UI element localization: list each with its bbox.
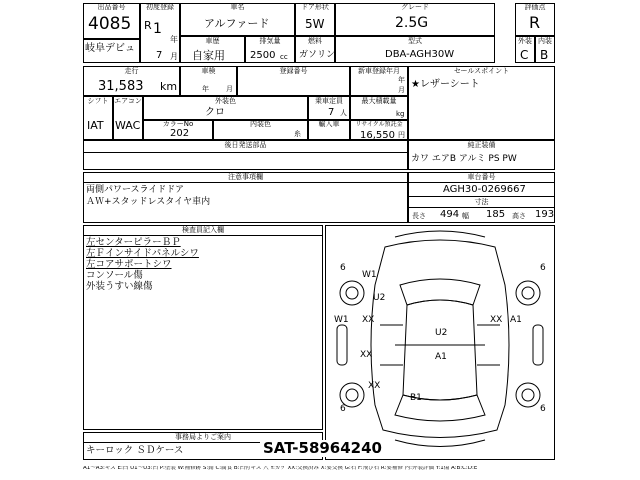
wheel-front-right	[516, 281, 540, 305]
grade: 2.5G	[395, 15, 429, 31]
length-label: 長さ	[412, 212, 426, 220]
mark-roof-u2: U2	[435, 328, 448, 338]
new-reg-label: 新車登録年月	[358, 67, 400, 75]
new-reg-month-unit: 月	[398, 86, 405, 94]
mark-left-w1: W1	[334, 315, 349, 325]
color-label: 外装色	[215, 97, 236, 105]
capacity-unit: 人	[340, 109, 347, 117]
car-name: アルファード	[204, 17, 270, 30]
color-no-label: カラーNo	[162, 120, 194, 128]
mark-tire-rl: 6	[340, 404, 346, 414]
notes-divider	[83, 182, 408, 183]
shift-label: シフト	[87, 97, 109, 105]
era-year: 1	[153, 21, 162, 37]
mark-front-left-w1: W1	[362, 270, 377, 280]
mark-tire-rr: 6	[540, 404, 546, 414]
month-unit: 月	[170, 52, 178, 61]
car-body-outline	[371, 240, 509, 438]
side-profile-left	[337, 325, 347, 365]
office-text: キーロック ＳＤケース	[86, 445, 184, 456]
legend: A1～A3:キズ E:凹 U1～U3:凹 P:塗装 W:補修跡 S:錆 C:腐食 B:凹付キズ 穴 Y:カケ XX:交換済み X:要交換 G:石 F:飛び石 R:要補修 内:外装評価 Y:1傷 A:B:C:D:E	[83, 466, 478, 471]
color: クロ	[205, 107, 225, 118]
mark-front-u2: U2	[373, 293, 386, 303]
usage: 自家用	[192, 49, 225, 62]
cc-unit: cc	[280, 53, 288, 61]
model-label: 型式	[408, 37, 422, 45]
equip: カワ エアB アルミ PS PW	[411, 154, 517, 164]
width: 185	[486, 209, 506, 220]
mark-tire-fr: 6	[540, 263, 546, 273]
wheel-front-left	[340, 281, 364, 305]
mark-left-quarter-xx: XX	[368, 381, 381, 391]
first-reg-label: 初度登録	[146, 3, 174, 11]
ext-grade: C	[520, 48, 529, 62]
mark-center-a1: A1	[435, 352, 447, 362]
mark-right-a1: A1	[510, 315, 522, 325]
yen-unit: 円	[398, 131, 405, 139]
front-bumper	[395, 231, 485, 237]
sales-point-box	[408, 66, 555, 140]
inspection-label: 車検	[201, 67, 216, 75]
rear-bumper	[395, 440, 485, 447]
height-label: 高さ	[512, 212, 526, 220]
mileage-label: 走行	[124, 67, 139, 75]
mark-left-rear-xx: XX	[360, 350, 373, 360]
debut: 岐阜デビュ	[85, 43, 135, 54]
mark-rear-b1: B1	[410, 393, 422, 403]
car-name-label: 車名	[230, 3, 245, 11]
chassis-label: 車台番号	[467, 173, 496, 181]
inspector-line-1: 左センターピラーＢＰ	[86, 237, 181, 248]
inspector-line-2: 左Ｆインサイドパネルシワ	[86, 248, 199, 259]
length: 494	[440, 209, 460, 220]
notes-line-1: 両側パワースライドドア	[86, 185, 185, 195]
recycle-label: リサイクル預託金	[355, 121, 403, 128]
car-windshield-outline	[400, 279, 480, 305]
month: 7	[156, 50, 163, 61]
score: R	[529, 13, 541, 32]
mark-right-door-xx: XX	[490, 315, 503, 325]
inspector-title: 検査員記入欄	[182, 226, 224, 234]
inspector-line-4: コンソール傷	[86, 270, 143, 281]
car-rear-window-outline	[395, 395, 485, 421]
chassis: AGH30-0269667	[443, 184, 526, 195]
mileage: 31,583	[98, 79, 144, 94]
sales-point-label: セールスポイント	[453, 67, 510, 75]
inspector-divider	[83, 235, 323, 236]
watermark: SAT-58964240	[260, 440, 385, 457]
dims-label: 寸法	[474, 198, 489, 206]
shift: IAT	[87, 119, 104, 132]
chassis-divider-2	[408, 196, 555, 197]
ext-label: 外装	[518, 37, 532, 45]
notes-line-2: ＡＷ+スタッドレスタイヤ車内	[86, 197, 211, 207]
int-grade: B	[540, 48, 549, 62]
inspection-month-unit: 月	[226, 85, 233, 93]
lot-number-label: 出品番号	[97, 3, 126, 11]
lot-number: 4085	[88, 14, 132, 34]
car-roof-outline	[403, 300, 477, 400]
inspector-line-3: 左コアサポートシワ	[86, 259, 172, 270]
chassis-divider-3	[408, 207, 555, 208]
grade-label: グレード	[401, 3, 429, 11]
year-unit: 年	[170, 35, 178, 44]
load-label: 最大積載量	[361, 97, 397, 105]
width-label: 幅	[462, 212, 469, 220]
int-color-label: 内装色	[250, 120, 271, 128]
doors: 5W	[305, 17, 325, 31]
era: R	[144, 19, 152, 32]
displacement: 2500	[250, 50, 276, 61]
height: 193	[535, 209, 555, 220]
displacement-label: 排気量	[259, 37, 281, 45]
wheel-rear-right	[516, 383, 540, 407]
capacity-label: 乗車定員	[315, 97, 343, 105]
load-unit: kg	[396, 110, 405, 118]
km-unit: km	[160, 80, 178, 93]
import-label: 輸入車	[318, 120, 340, 128]
equip-label: 純正装備	[467, 141, 496, 149]
score-label: 評価点	[524, 3, 546, 11]
mark-tire-fl: 6	[340, 263, 346, 273]
recycle: 16,550	[360, 130, 395, 141]
ichi: 糸	[294, 130, 301, 138]
capacity: 7	[328, 107, 335, 118]
model: DBA-AGH30W	[385, 49, 455, 60]
sales-point: ★レザーシート	[411, 79, 480, 90]
inspector-line-5: 外装うすい線傷	[86, 281, 153, 292]
usage-label: 車歴	[205, 37, 220, 45]
inspection-year-unit: 年	[202, 85, 209, 93]
mark-left-door-xx: XX	[362, 315, 375, 325]
int-label: 内装	[538, 37, 552, 45]
ac: WAC	[115, 119, 141, 132]
ac-label: エアコン	[114, 97, 142, 105]
car-diagram	[325, 225, 555, 460]
post-parts-divider	[83, 152, 408, 153]
side-profile-right	[533, 325, 543, 365]
fuel-label: 燃料	[308, 37, 322, 45]
new-reg-year-unit: 年	[398, 76, 405, 84]
notes-title: 注意事項欄	[228, 173, 263, 181]
chassis-divider-1	[408, 182, 555, 183]
doors-label: ドア形状	[301, 3, 329, 11]
color-no: 202	[170, 128, 190, 139]
post-parts-label: 後日発送部品	[224, 141, 267, 149]
regno-label: 登録番号	[279, 67, 308, 75]
office-title: 事務局よりご案内	[175, 433, 231, 441]
fuel: ガソリン	[299, 50, 336, 60]
